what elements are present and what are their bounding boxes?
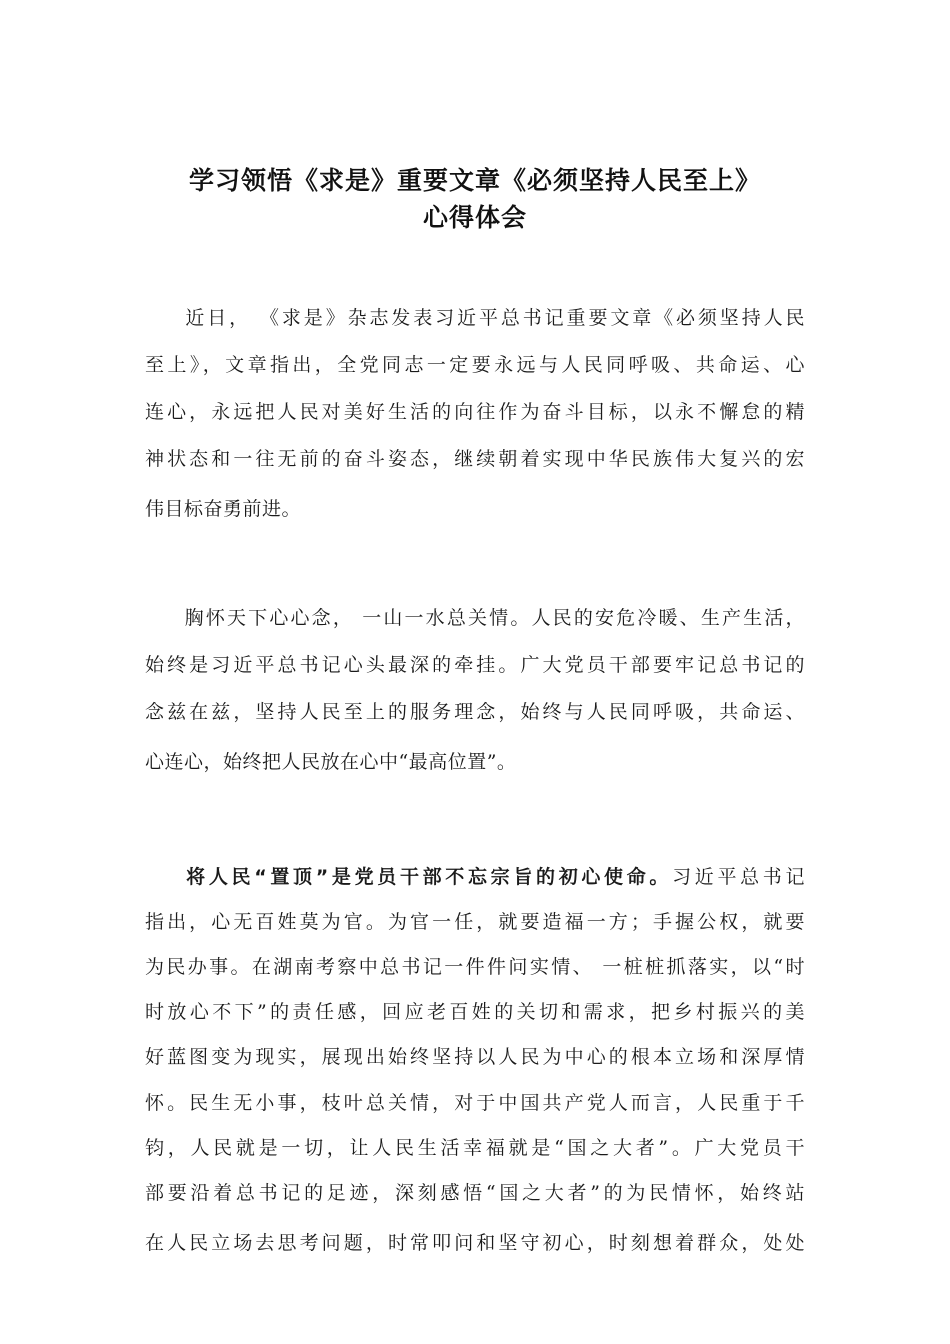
paragraph-line: 神状态和一往无前的奋斗姿态，继续朝着实现中华民族伟大复兴的宏: [145, 448, 805, 470]
paragraph-line: 伟目标奋勇前进。: [145, 498, 302, 520]
paragraph-line: 为民办事。在湖南考察中总书记一件件问实情、 一桩桩抓落实，以“时: [145, 956, 805, 978]
paragraph-line: 念兹在兹，坚持人民至上的服务理念，始终与人民同呼吸，共命运、: [145, 701, 805, 723]
document-title-line-2: 心得体会: [422, 203, 527, 232]
paragraph-text: 近日， 《求是》杂志发表习近平总书记重要文章《必须坚持人民: [183, 307, 805, 329]
paragraph-line: 指出，心无百姓莫为官。为官一任，就要造福一方；手握公权，就要: [145, 911, 805, 933]
paragraph-line: 怀。民生无小事，枝叶总关情，对于中国共产党人而言，人民重于千: [145, 1092, 805, 1114]
paragraph-line: 钧，人民就是一切，让人民生活幸福就是“国之大者”。广大党员干: [145, 1137, 805, 1159]
paragraph-text: 习近平总书记: [672, 866, 805, 888]
paragraph-line: 至上》，文章指出，全党同志一定要永远与人民同呼吸、共命运、心: [145, 354, 805, 376]
paragraph-line: 在人民立场去思考问题，时常叩问和坚守初心，时刻想着群众，处处: [145, 1232, 805, 1254]
paragraph-bold-lead: 将人民“置顶”是党员干部不忘宗旨的初心使命。: [183, 866, 673, 888]
paragraph-line: 始终是习近平总书记心头最深的牵挂。广大党员干部要牢记总书记的: [145, 654, 805, 676]
paragraph-line: 连心，永远把人民对美好生活的向往作为奋斗目标，以永不懈怠的精: [145, 401, 805, 423]
paragraph-line: 部要沿着总书记的足迹，深刻感悟“国之大者”的为民情怀，始终站: [145, 1182, 805, 1204]
paragraph-text: 胸怀天下心心念， 一山一水总关情。人民的安危冷暖、生产生活，: [183, 607, 805, 629]
paragraph-line: [145, 862, 805, 892]
paragraph-line: 心连心，始终把人民放在心中“最高位置”。: [145, 751, 517, 773]
paragraph-line: 时放心不下”的责任感，回应老百姓的关切和需求，把乡村振兴的美: [145, 1001, 805, 1023]
document-title-line-1: 学习领悟《求是》重要文章《必须坚持人民至上》: [188, 166, 761, 195]
paragraph-line: [145, 303, 805, 333]
paragraph-line: 好蓝图变为现实，展现出始终坚持以人民为中心的根本立场和深厚情: [145, 1046, 805, 1068]
paragraph-line: [145, 603, 805, 633]
